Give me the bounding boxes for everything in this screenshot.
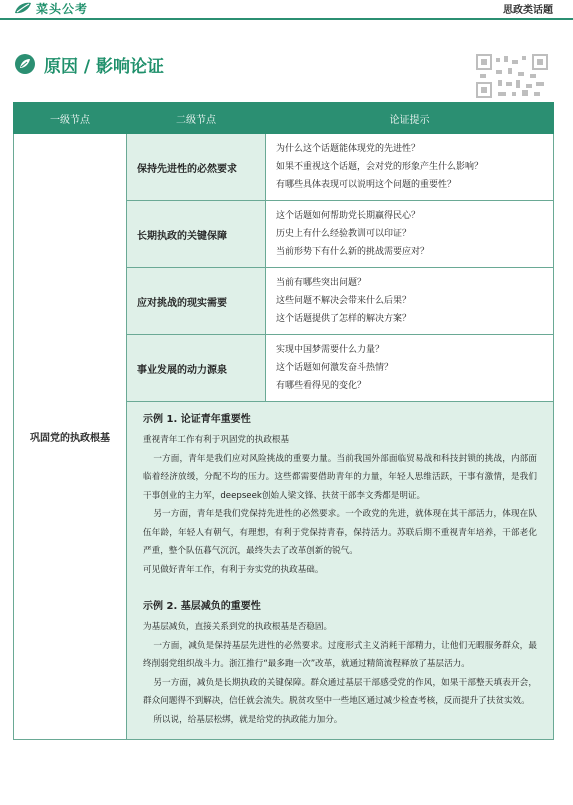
hint-line: 这个话题如何帮助党长期赢得民心？ — [276, 211, 421, 221]
brand-name: 菜头公考 — [36, 1, 89, 16]
level2-node: 应对挑战的现实需要 — [127, 268, 266, 335]
hint-line: 为什么这个话题能体现党的先进性？ — [276, 144, 421, 154]
hint-line: 有哪些看得见的变化？ — [276, 381, 367, 391]
header-divider — [0, 18, 573, 20]
leaf-circle-icon — [14, 53, 36, 75]
hint-line: 如果不重视这个话题，会对党的形象产生什么影响？ — [276, 162, 484, 172]
example-paragraph: 另一方面，青年是我们党保持先进性的必然要求。一个政党的先进，就体现在其干部活力，体现在队伍年龄，年轻人有朝气，有理想，有利于党保持青春，保持活力。苏联后期不重视青年培养，干部老化严重，整个队伍暮气沉沉，最终失去了改革创新的锐气。 — [143, 509, 537, 556]
hint-line: 实现中国梦需要什么力量？ — [276, 345, 385, 355]
table-row — [14, 134, 554, 201]
hint-line: 这个话题提供了怎样的解决方案？ — [276, 314, 412, 324]
level1-node: 巩固党的执政根基 — [14, 134, 127, 740]
leaf-logo-icon — [14, 2, 32, 15]
example-paragraph: 重视青年工作有利于巩固党的执政根基 — [143, 435, 290, 445]
column-header: 一级节点 — [14, 103, 127, 134]
column-header: 论证提示 — [266, 103, 554, 134]
brand-logo — [14, 0, 88, 16]
hint-line: 当前有哪些突出问题？ — [276, 278, 367, 288]
section-heading — [14, 50, 164, 78]
example-paragraph: 一方面，减负是保持基层先进性的必然要求。过度形式主义消耗干部精力，让他们无暇服务群众，最终削弱党组织战斗力。浙江推行“最多跑一次”改革，就通过精简流程释放了基层活力。 — [143, 640, 537, 669]
example-paragraph: 另一方面，减负是长期执政的关键保障。群众通过基层干部感受党的作风，如果干部整天填表开会，群众问题得不到解决，信任就会流失。脱贫攻坚中一些地区通过减少检查考核，反而提升了扶贫实效。 — [143, 677, 537, 706]
level2-node: 长期执政的关键保障 — [127, 201, 266, 268]
level2-node: 保持先进性的必然要求 — [127, 134, 266, 201]
example-paragraph: 可见做好青年工作，有利于夯实党的执政基础。 — [143, 564, 324, 575]
example-heading: 示例 2. 基层减负的重要性 — [143, 601, 261, 612]
argument-table — [13, 102, 554, 740]
example-paragraph: 所以说，给基层松绑，就是给党的执政能力加分。 — [153, 714, 343, 725]
examples-cell — [127, 402, 554, 740]
example-paragraph: 一方面，青年是我们应对风险挑战的重要力量。当前我国外部面临贸易战和科技封锁的挑战，内部面临着经济放缓，分配不均的压力。这些都需要借助青年的力量，年轻人思维活跃，干事有激情，是我们干事创业的主力军，deepseek创始人梁文锋、扶贫干部李文秀都是明证。 — [143, 453, 537, 501]
hint-cell — [266, 134, 554, 201]
hint-cell — [266, 201, 554, 268]
hint-cell — [266, 268, 554, 335]
category-label: 思政类话题 — [503, 5, 553, 16]
hint-line: 这个话题如何激发奋斗热情？ — [276, 363, 394, 373]
column-header: 二级节点 — [127, 103, 266, 134]
section-title: 原因 / 影响论证 — [44, 56, 165, 77]
hint-line: 这些问题不解决会带来什么后果？ — [276, 296, 412, 306]
example-heading: 示例 1. 论证青年重要性 — [143, 414, 251, 425]
level2-node: 事业发展的动力源泉 — [127, 335, 266, 402]
hint-cell — [266, 335, 554, 402]
top-bar — [0, 0, 573, 18]
hint-line: 有哪些具体表现可以说明这个问题的重要性？ — [276, 180, 457, 190]
hint-line: 当前形势下有什么新的挑战需要应对？ — [276, 247, 430, 257]
example-paragraph: 为基层减负，直接关系到党的执政根基是否稳固。 — [143, 622, 333, 632]
qr-code-icon — [476, 54, 548, 98]
table-header-row — [14, 103, 554, 134]
hint-line: 历史上有什么经验教训可以印证？ — [276, 229, 412, 239]
